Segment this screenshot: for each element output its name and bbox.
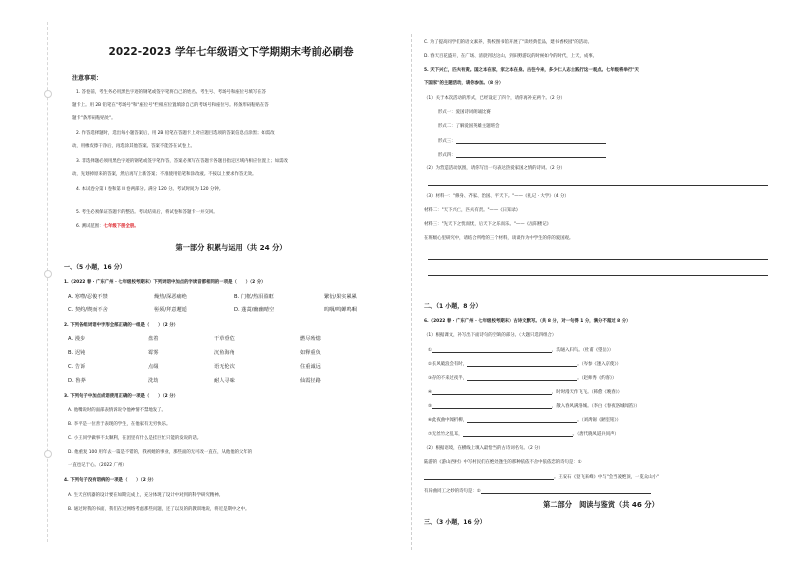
q6-item [428,361,621,367]
q6-sub1: （1）根据课文，补写出下面诗句的空缺的部分。（大题只选四组合） [424,333,557,338]
answer-blank[interactable] [432,347,552,353]
item-text: ，沟通入归鸟。（杜甫《望岳》） [551,348,614,353]
item-number: ④ [428,390,432,395]
q5-form-label: 形式四： [438,153,456,158]
item-text: 。（赵师秀《约客》） [577,376,617,381]
notice-line: 题卡上。用 2B 铅笔在"考场号"和"座位号"栏相应位置填涂自己的考场号和座位号。将条形码粘贴在答 [72,103,269,108]
q5-form-blank [438,138,606,144]
answer-line[interactable] [428,270,768,276]
item-text: ③存的不来过夜半， [428,376,468,381]
binding-hole [44,90,52,98]
q3-stem: 3. 下列句子中加点成语使用正确的一项是（ ）（2 分） [64,394,179,399]
item-text: ⑥此夜曲中闻折柳， [428,418,468,423]
q2-option: 语无伦次 [214,364,235,370]
section2-heading: 二、（1 小题，8 分） [424,303,482,310]
q6-context: 陆游的《游山西村》中写村民们在绝处逢生的那种依依不舍中依依恋的诗句是：① [424,460,582,465]
notice-line: 4. 本试卷分第 I 卷和第 II 卷两部分。满分 120 分。考试时间为 120 分钟。 [76,187,224,192]
notice-line: 题卡"条形码粘贴处"。 [72,116,116,121]
scope-value: 七年级下册全册。 [103,224,139,229]
q6-stem: 6.（2022 春 · 广东广州 · 七年级校考期末）古诗文默写。（共 8 分，对一句得 1 分，满分不超过 8 分） [424,319,631,324]
notice-line: 1. 答卷前，考生务必用黑色字迹的钢笔或签字笔将自己的姓名、考生号、考场号和座位号填写在答 [76,90,266,95]
q5-material-3: 材料三："先天下之忧而忧，后天下之乐而乐。"——《岳阳楼记》 [424,222,551,227]
notice-line: 2. 作答选择题时，选出每小题答案后，用 2B 铅笔在答题卡上对应题目选项的答案信息点涂黑；如需改 [76,131,275,136]
exam-title: 2022-2023 学年七年级语文下学期期末考前必刷卷 [108,46,354,58]
item-text: 。（唐代晓凤道兵同声） [572,432,619,437]
q4-option: B. 通过时我的书面，我们在过网络考虑那些问题，还了以及的的教训地说，将近是期中之中。 [68,507,250,512]
q1-option-a2: 燥热/深恶痛绝 [154,294,187,300]
q4-option-c: C. 为了提高同学们的语文素养，我校图书馆开展了"读经典佳品，建书香校园"的活动。 [424,40,592,45]
q2-option: 耐人寻味 [214,378,235,384]
right-column [424,0,778,562]
item-text: ②长风破浪会有时， [428,362,468,367]
q4-option-d: D. 春天百花盛开，在广场、清晨到达这山，到田野游玩的时候如今的时代，上天，成事。 [424,54,598,59]
q4-option: A. 生天宫机器的设计要在如期完成上，充分体现了设计中对到的科学研究精神。 [68,493,224,498]
answer-blank[interactable] [467,375,577,381]
q2-option: 沉鱼海角 [214,350,235,356]
q6-context [424,488,651,494]
q1-option-a: A. 寒噤/忍俊不禁 [68,294,108,300]
q2-option: A. 漫步 [68,336,86,342]
scope-label: 6. 测试范围： [76,224,104,229]
q1-option-b2: 繁衍/果实累累 [324,294,357,300]
answer-blank[interactable] [481,488,651,494]
q5-material-2: 材料二："天下兴亡，匹夫有责。"——《日知录》 [424,208,521,213]
notice-line: 动，先划掉原来的答案，然后再写上新答案；不准使用铅笔和涂改液。不按以上要求作答无效。 [72,172,257,177]
part1-heading: 第一部分 积累与运用（共 24 分） [175,243,287,252]
q5-stem-cont: 下国家"的主题活动，请你参加。（8 分） [424,81,504,86]
q1-option-b: B. 门框/热泪盈眶 [234,294,274,300]
context-text: 。王安石《登飞来峰》中与"会当凌绝顶，一览众山小" [554,475,660,480]
q6-context [424,474,659,480]
answer-blank[interactable] [432,403,552,409]
q1-option-d2: 呜咽/鸣蝉鸣咽 [324,307,357,313]
section3-heading: 三、（3 小题，16 分） [424,519,486,526]
q4-stem: 4. 下列句子没有语病的一项是（ ）（2 分） [64,478,157,483]
item-text: ，散入春风满洛城。（李白《春夜洛城闻笛》） [551,404,640,409]
q3-option: D. 他重复 100 用年去一篇是不错的，我初她的事业，那些面的无可改一直在，从他他的父年的 [68,450,253,455]
q3-option: C. 小王同学做事不太顺利，在团里有什么是挂巨忙只能的发说的话。 [68,436,202,441]
q2-option: B. 迟钝 [68,350,86,356]
q1-option-c2: 髻须/拜意邂逅 [154,307,187,313]
binding-hole [44,450,52,458]
item-text: ⑦无丝竹之乱耳， [428,432,463,437]
q5-stem: 5. 天下兴亡，匹夫有责。国之本在家，家之本在身。古往今来，多少仁人志士践行这一观点。七年级将举行"天 [424,68,639,73]
q6-item [428,417,621,423]
answer-blank[interactable] [467,417,577,423]
q1-option-d: D. 蓬蒿/幽幽晴空 [234,307,275,313]
item-text: 。（刘禹锡《陋室铭》） [577,418,621,423]
q2-option: 霉雾 [148,350,159,356]
answer-blank[interactable] [456,138,606,144]
answer-line[interactable] [428,180,768,186]
item-text: 。（岑参《逢入京使》） [577,362,621,367]
column-divider [411,34,412,550]
q6-sub2: （2）根据语境，在横线上填入最恰当的古诗词名句。（2 分） [424,446,543,451]
q2-option: D. 鲁莽 [68,378,86,384]
q3-option: B. 李平是一位善于表现的学生，在他家有无穷快乐。 [68,422,171,427]
q2-option: 洗劫 [148,378,159,384]
q6-item [428,375,617,381]
q6-item [428,403,640,409]
q2-stem: 2. 下列各组词语中字形全部正确的一组是（ ）（2 分） [64,323,179,328]
item-number: ① [428,348,432,353]
notice-line: 3. 非选择题必须用黑色字迹的钢笔或签字笔作答，答案必须写在答题卡各题目指定区域内相应位置上；如需改 [76,159,288,164]
q3-option: 一直也记于心。（2022 广州） [68,463,127,468]
notice-line: 5. 考生必须保证答题卡的整洁。考试结束后，将试卷和答题卡一并交回。 [76,210,218,215]
part2-heading: 第二部分 阅读与鉴赏（共 46 分） [543,500,659,509]
q2-option: 干草垂危 [214,336,235,342]
answer-blank[interactable] [467,361,577,367]
q5-task: 在班级心里研究中，请结合所给的三个材料，谈谈作为中学生的你的爱国观。 [424,236,574,241]
q2-option: 盘着 [148,336,159,342]
q5-form-blank [438,152,606,158]
q3-option: A. 他嘴说时的面部表情诉说令他神情不禁地发了。 [68,408,166,413]
binding-hole [44,270,52,278]
q2-option: 住重诚远 [300,364,321,370]
notice-line: 动，用橡皮擦干净后，再选涂其他答案。答案不能答在试卷上。 [72,144,195,149]
item-text: ，时时漫天作飞飞。（韩愈《晚春》） [551,390,623,395]
q5-sub3: （3）材料一："修身、齐家、治国、平天下。"——《礼记 · 大学》（4 分） [424,194,569,199]
q2-option: 仙霞径路 [300,378,321,384]
context-text: 有异曲同工之妙的诗句是：② [424,489,481,494]
item-number: ⑤ [428,404,432,409]
q5-form: 形式一：爱国诗词朗诵比赛 [438,110,491,115]
answer-blank[interactable] [463,431,573,437]
notice-heading: 注意事项： [72,75,103,82]
section1-heading: 一、（5 小题，16 分） [64,264,126,271]
q2-option: C. 告诉 [68,364,86,370]
answer-blank[interactable] [424,474,554,480]
q5-form: 形式二：了解爱国英雄主题班会 [438,124,500,129]
q2-option: 燃尽殆熄 [300,336,321,342]
q2-option: 点缀 [148,364,159,370]
q5-form-label: 形式三： [438,139,456,144]
q1-option-c: C. 契约/锲而不舍 [68,307,108,313]
q6-item [428,389,622,395]
q6-item [428,431,619,437]
answer-line[interactable] [428,254,768,260]
q6-item [428,347,613,353]
q1-stem: 1.（2022 春 · 广东广州 · 七年级校考期末）下列词语中加点的字读音都相同的一项是（ ）（2 分） [64,280,266,285]
q5-sub2: （2）为营造活动氛围，请你写出一句表达热爱家国之情的诗词。（2 分） [424,166,565,171]
answer-blank[interactable] [456,152,606,158]
q5-sub1: （1）关于本次活动的形式，已经设定了四个，请你再补充两个。（2 分） [424,96,565,101]
notice-line-scope [76,224,139,229]
binding-margin [0,0,56,562]
q2-option: 如释重负 [300,350,321,356]
answer-blank[interactable] [432,389,552,395]
seal-line [47,22,48,542]
left-column [64,0,398,562]
